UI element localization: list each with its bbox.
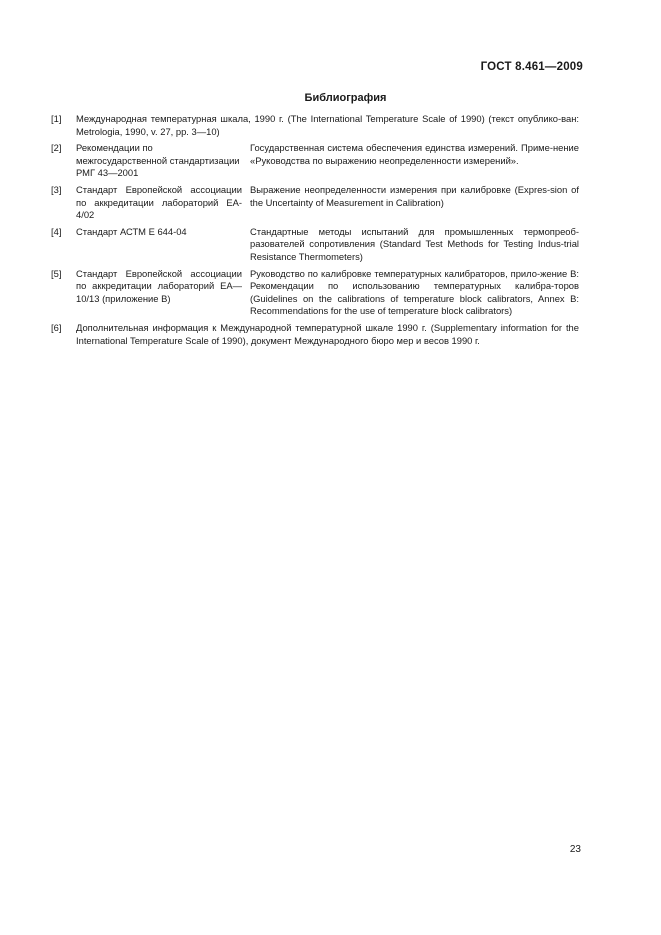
entry-number: [3]	[51, 183, 62, 195]
entry-text: Дополнительная информация к Международной температурной шкале 1990 г. (Supplementary information for the International Temperature Scale of 1990), документ Международного бюро мер и весов 1990 г.	[76, 321, 579, 346]
bibliography-entry	[51, 226, 579, 264]
entry-number: [6]	[51, 321, 62, 333]
entry-title: Руководство по калибровке температурных калибраторов, прило-жение В: Рекомендации по использованию температурных калибра-торов (Guidelines on the calibrations of temperature block calibrators, Annex B: Recommendations for the use of temperature block calibrators)	[250, 267, 579, 317]
bibliography-entry	[51, 322, 579, 347]
entry-number: [1]	[51, 113, 62, 124]
entry-number: [2]	[51, 142, 62, 154]
entry-text: Международная температурная шкала, 1990 г. (The International Temperature Scale of 1990) (текст опублико-ван: Metrologia, 1990, v. 27, pp. 3—10)	[76, 113, 579, 137]
entry-source: Стандарт Европейской ассоциации по аккредитации лабораторий ЕА—10/13 (приложение В)	[76, 267, 242, 304]
bibliography-entry	[51, 113, 579, 138]
document-code: ГОСТ 8.461—2009	[480, 61, 583, 73]
bibliography-entry	[51, 184, 579, 222]
bibliography-entry	[51, 268, 579, 318]
entry-source: Стандарт Европейской ассоциации по аккредитации лабораторий EA-4/02	[76, 183, 242, 221]
entry-source: Стандарт АСТМ Е 644-04	[76, 225, 187, 237]
bibliography-title: Библиография	[304, 92, 387, 104]
entry-title: Выражение неопределенности измерения при калибровке (Expres-sion of the Uncertainty of Measurement in Calibration)	[250, 183, 579, 208]
entry-title: Государственная система обеспечения единства измерений. Приме-нение «Руководства по выражению неопределенности измерений».	[250, 142, 579, 166]
entry-source: Рекомендации по межгосударственной стандартизации РМГ 43—2001	[76, 142, 240, 179]
entry-number: [5]	[51, 267, 62, 279]
page-number: 23	[569, 844, 581, 855]
entry-number: [4]	[51, 225, 62, 237]
entry-title: Стандартные методы испытаний для промышленных термопреоб-разователей сопротивления (Standard Test Methods for Testing Indus-trial Resistance Thermometers)	[250, 225, 579, 262]
bibliography-list	[51, 113, 579, 351]
bibliography-entry	[51, 142, 579, 180]
